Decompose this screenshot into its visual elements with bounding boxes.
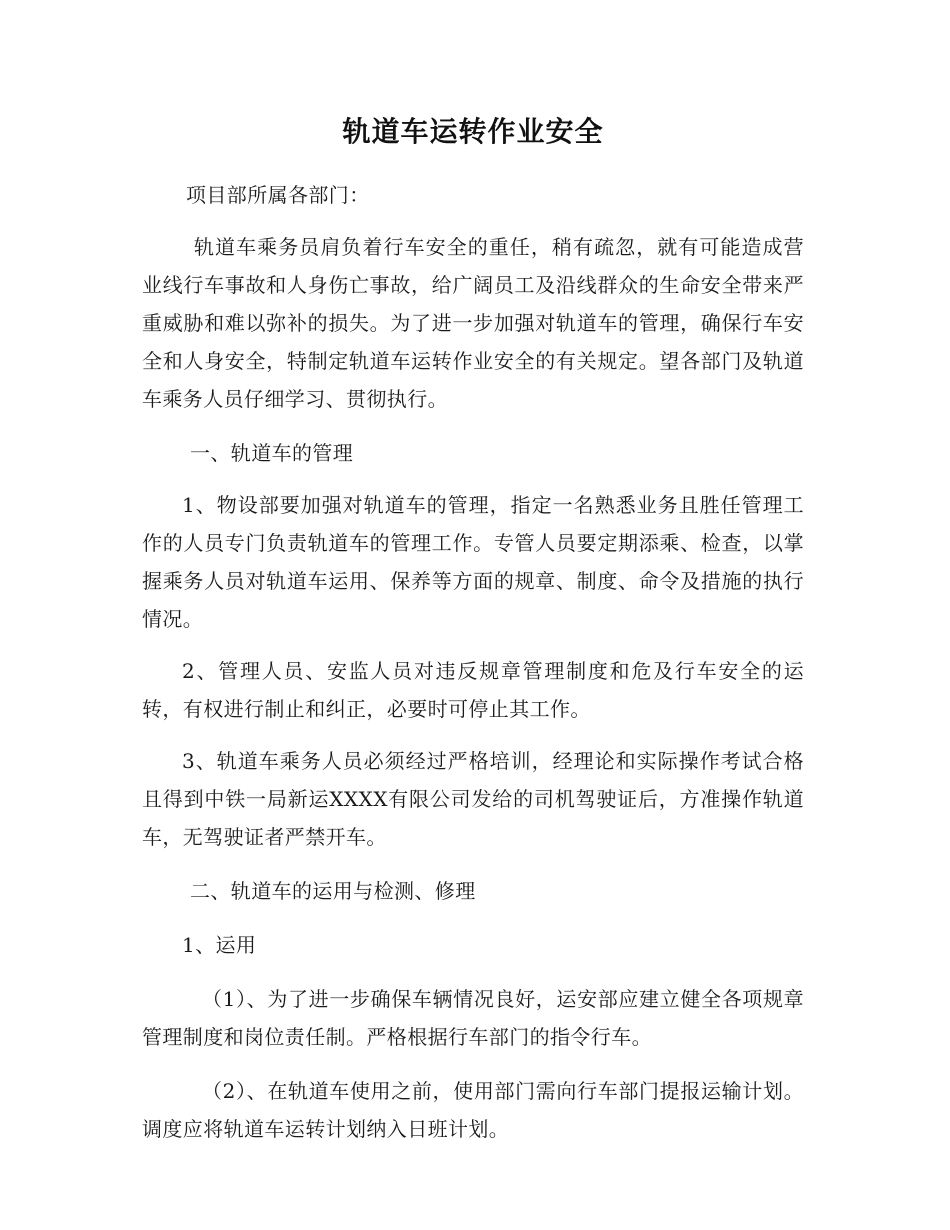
- section-1-item-2: 2、管理人员、安监人员对违反规章管理制度和危及行车安全的运转，有权进行制止和纠正，必要时可停止其工作。: [142, 659, 804, 721]
- section-2-heading: 二、轨道车的运用与检测、修理: [190, 879, 476, 903]
- intro-paragraph: 轨道车乘务员肩负着行车安全的重任，稍有疏忽，就有可能造成营业线行车事故和人身伤亡事故，给广阔员工及沿线群众的生命安全带来严重威胁和难以弥补的损失。为了进一步加强对轨道车的管理，确保行车安全和人身安全，特制定轨道车运转作业安全的有关规定。望各部门及轨道车乘务人员仔细学习、贯彻执行。: [142, 235, 804, 411]
- section-1-item-3: 3、轨道车乘务人员必须经过严格培训，经理论和实际操作考试合格且得到中铁一局新运XXXX有限公司发给的司机驾驶证后，方准操作轨道车，无驾驶证者严禁开车。: [142, 749, 804, 849]
- salutation: 项目部所属各部门：: [186, 183, 370, 207]
- section-1-heading: 一、轨道车的管理: [190, 441, 354, 465]
- section-1-item-1: 1、物设部要加强对轨道车的管理，指定一名熟悉业务且胜任管理工作的人员专门负责轨道车的管理工作。专管人员要定期添乘、检查，以掌握乘务人员对轨道车运用、保养等方面的规章、制度、命令及措施的执行情况。: [142, 493, 804, 631]
- section-2-item-1: （1）、为了进一步确保车辆情况良好，运安部应建立健全各项规章管理制度和岗位责任制。严格根据行车部门的指令行车。: [142, 987, 804, 1049]
- document-title: 轨道车运转作业安全: [342, 115, 604, 148]
- section-2-item-2: （2）、在轨道车使用之前，使用部门需向行车部门提报运输计划。调度应将轨道车运转计划纳入日班计划。: [142, 1079, 804, 1141]
- section-2-sub-heading: 1、运用: [182, 933, 257, 957]
